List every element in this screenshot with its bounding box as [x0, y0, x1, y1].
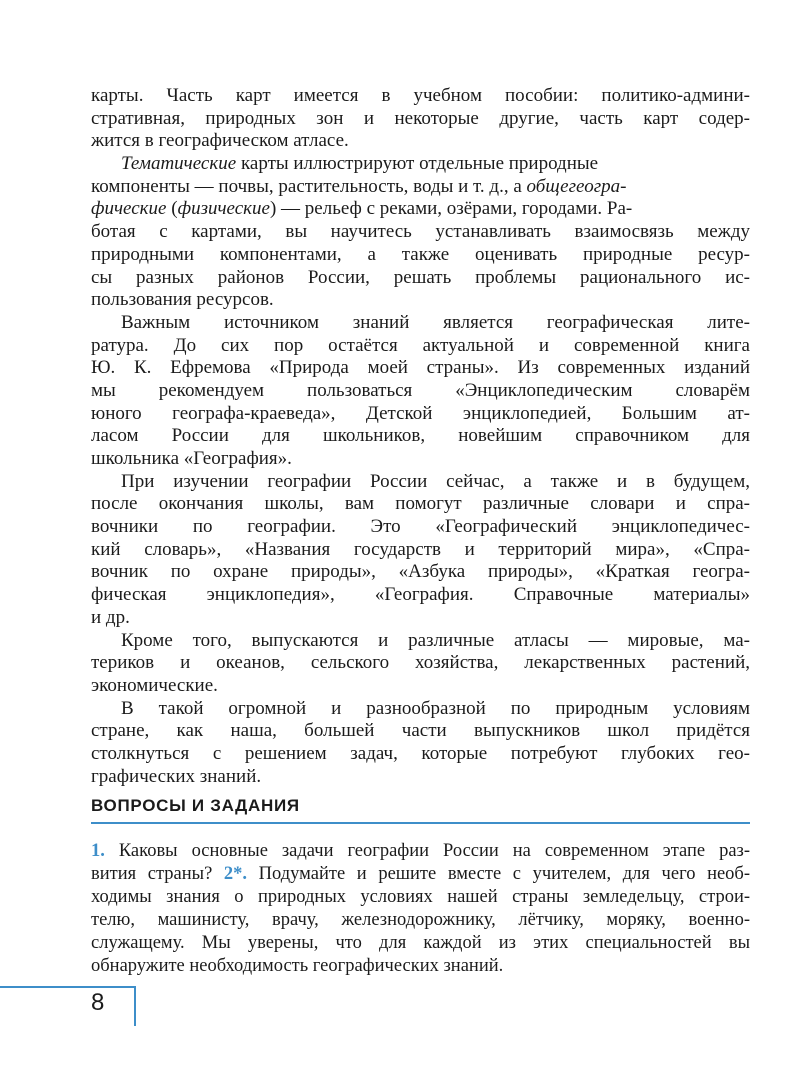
text-line: териков и океанов, сельского хозяйства, лекарственных растений, [91, 652, 750, 674]
text-run: компоненты — почвы, растительность, воды и т. д., а [91, 175, 527, 197]
text-line: Ю. К. Ефремова «Природа моей страны». Из современных изданий [91, 357, 750, 379]
text-line: Важным источником знаний является географическая лите- [121, 311, 750, 333]
text-line: стративная, природных зон и некоторые другие, часть карт содер- [91, 107, 750, 129]
question-line: служащему. Мы уверены, что для каждой из этих специальностей вы [91, 933, 750, 953]
text-line: При изучении географии России сейчас, а также и в будущем, [121, 470, 750, 492]
text-line: вочник по охране природы», «Азбука природы», «Краткая геогра- [91, 561, 750, 583]
text-line: карты. Часть карт имеется в учебном пособии: политико-админи- [91, 85, 750, 106]
text-line: юного географа-краеведа», Детской энциклопедией, Большим ат- [91, 402, 750, 424]
text-line: пользования ресурсов. [91, 289, 274, 311]
text-line: природными компонентами, а также оценивать природные ресур- [91, 243, 750, 265]
text-run: Подумайте и решите вместе с учителем, для чего необ- [247, 864, 751, 884]
italic-term: физические [177, 198, 270, 220]
text-line [91, 153, 750, 176]
text-line: жится в географическом атласе. [91, 130, 349, 152]
main-text [91, 85, 750, 788]
question-line [91, 840, 750, 863]
text-line [91, 198, 750, 221]
text-run: ) — рельеф с реками, озёрами, городами. Ра- [269, 198, 633, 220]
question-line: телю, машинисту, врачу, железнодорожнику, лётчику, моряку, военно- [91, 910, 750, 930]
italic-term: Тематические [121, 153, 237, 175]
footer-rule [0, 986, 135, 988]
text-line: ратура. До сих пор остаётся актуальной и современной книга [91, 334, 750, 356]
text-run: ( [166, 198, 178, 220]
text-line: Кроме того, выпускаются и различные атласы — мировые, ма- [121, 629, 750, 651]
question-line: ходимы знания о природных условиях нашей страны земледельцу, строи- [91, 887, 750, 907]
text-run: вития страны? [91, 864, 224, 884]
questions-heading: ВОПРОСЫ И ЗАДАНИЯ [91, 796, 300, 815]
footer-rule-vertical [134, 986, 136, 1026]
text-line: ботая с картами, вы научитесь устанавливать взаимосвязь между [91, 221, 750, 243]
questions-block [91, 840, 750, 978]
text-line: школьника «География». [91, 448, 292, 469]
text-line: после окончания школы, вам помогут различные словари и спра- [91, 493, 750, 515]
text-line [91, 176, 750, 199]
question-line: обнаружите необходимость географических знаний. [91, 956, 504, 976]
text-line: В такой огромной и разнообразной по природным условиям [121, 697, 750, 719]
text-line: вочники по географии. Это «Географический энциклопедичес- [91, 516, 750, 538]
text-run: карты иллюстрируют отдельные природные [236, 153, 599, 175]
italic-term: фические [91, 198, 167, 220]
text-line: ласом России для школьников, новейшим справочником для [91, 425, 750, 447]
text-line: стране, как наша, большей части выпускников школ придётся [91, 720, 750, 742]
text-line: графических знаний. [91, 765, 262, 787]
text-line: экономические. [91, 674, 218, 696]
text-line: и др. [91, 606, 130, 628]
text-line: кий словарь», «Названия государств и территорий мира», «Спра- [91, 538, 750, 560]
text-line: мы рекомендуем пользоваться «Энциклопедическим словарём [91, 379, 750, 401]
question-number: 1. [91, 841, 105, 861]
text-line: сы разных районов России, решать проблемы рационального ис- [91, 266, 750, 288]
text-run: Каковы основные задачи географии России на современном этапе раз- [104, 841, 750, 861]
text-line: столкнуться с решением задач, которые потребуют глубоких гео- [91, 742, 750, 764]
page-number: 8 [91, 989, 105, 1016]
question-line [91, 863, 750, 886]
heading-divider [91, 822, 750, 824]
question-number: 2*. [223, 864, 248, 884]
text-line: фическая энциклопедия», «География. Справочные материалы» [91, 584, 750, 606]
italic-term: общегеогра- [526, 175, 627, 197]
